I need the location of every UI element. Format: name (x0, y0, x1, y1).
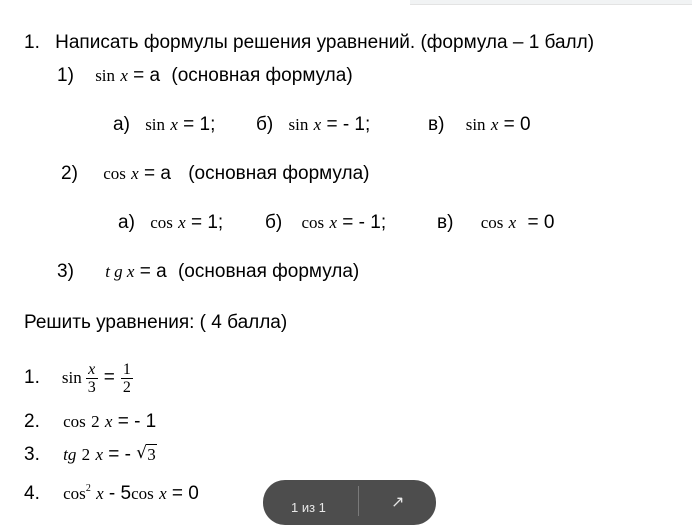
sin-subitem-b (256, 114, 370, 136)
subitem-label: б) (256, 114, 274, 135)
function-name: cos (63, 484, 86, 503)
sin-basic-formula (57, 65, 353, 87)
subitem-label: а) (118, 212, 135, 233)
function-name: cos (103, 164, 126, 183)
equation-rhs: = 1; (190, 212, 224, 233)
page-counter: 1 из 1 (291, 500, 326, 515)
function-name: sin (95, 66, 116, 85)
equation-middle: - 5 (108, 483, 132, 504)
argument-fraction (86, 361, 98, 396)
variable-2: x (159, 484, 167, 503)
function-name: cos (480, 213, 504, 232)
equation-rhs: = 0 (503, 114, 531, 135)
function-name: sin (465, 115, 486, 134)
equation-rhs: = a (133, 65, 161, 86)
function-name: cos (301, 213, 325, 232)
equation-2 (24, 411, 156, 433)
variable: x (313, 115, 322, 134)
function-name: cos (63, 412, 86, 431)
equation-number: 4. (24, 483, 40, 504)
variable: x (104, 412, 113, 431)
function-name: t g x (105, 262, 135, 281)
task1-number: 1. (24, 32, 40, 53)
equation-rhs: = - 1; (342, 212, 387, 233)
function-name: sin (145, 115, 166, 134)
function-name: cos (150, 213, 173, 232)
variable: x (508, 213, 517, 232)
cos-subitem-c (437, 212, 554, 234)
power-exponent: 2 (85, 483, 91, 494)
variable: x (178, 213, 186, 232)
variable: x (131, 164, 139, 183)
equation-rhs: = - 1 (117, 411, 157, 432)
equation-rhs: = - (108, 444, 131, 465)
formula-note: (основная формула) (177, 261, 360, 282)
variable: x (120, 66, 128, 85)
equation-number: 2. (24, 411, 40, 432)
task1-title: Написать формулы решения уравнений. (формула – 1 балл) (55, 32, 595, 53)
tg-basic-formula (57, 261, 359, 283)
cos-subitem-a (118, 212, 223, 234)
argument-coefficient: 2 (91, 412, 100, 431)
sin-subitem-c (428, 114, 531, 136)
radical-sign-icon: √ (136, 443, 148, 463)
item-number: 1) (57, 65, 74, 86)
fraction-denominator: 3 (87, 378, 96, 396)
subitem-label: а) (113, 114, 130, 135)
variable: x (490, 115, 499, 134)
variable: x (95, 445, 103, 464)
square-root (136, 444, 157, 466)
open-external-icon[interactable]: ↗ (391, 494, 405, 511)
rhs-fraction (121, 361, 133, 396)
subitem-label: б) (265, 212, 283, 233)
equals-sign: = (103, 367, 115, 388)
pager-divider (358, 486, 359, 516)
cos-subitem-b (265, 212, 386, 234)
subitem-label: в) (437, 212, 454, 233)
equation-rhs: = 1; (183, 114, 216, 135)
viewer-top-bar (410, 0, 692, 5)
variable: x (170, 115, 178, 134)
function-name: sin (288, 115, 309, 134)
cos-basic-formula (61, 163, 369, 185)
equation-rhs: = 0 (527, 212, 555, 233)
equation-rhs: = - 1; (326, 114, 371, 135)
fraction-denominator: 2 (122, 378, 131, 396)
task2-heading: Решить уравнения: ( 4 балла) (24, 312, 288, 333)
function-name: sin (61, 368, 82, 387)
sin-subitem-a (113, 114, 215, 136)
formula-note: (основная формула) (171, 65, 353, 86)
equation-rhs: = a (139, 261, 167, 282)
equation-rhs: = a (143, 163, 171, 184)
formula-note: (основная формула) (188, 163, 370, 184)
fraction-numerator: 1 (122, 360, 131, 378)
variable: x (329, 213, 337, 232)
function-name: tg (63, 445, 77, 464)
equation-1 (24, 356, 133, 400)
item-number: 2) (61, 163, 78, 184)
variable: x (96, 484, 104, 503)
item-number: 3) (57, 261, 74, 282)
equation-3 (24, 444, 157, 466)
fraction-numerator: x (86, 361, 98, 379)
equation-4 (24, 478, 199, 505)
subitem-label: в) (428, 114, 445, 135)
radicand: 3 (147, 445, 156, 464)
function-name-2: cos (131, 484, 154, 503)
equation-rhs: = 0 (171, 483, 199, 504)
task1-heading (24, 32, 594, 54)
equation-number: 1. (24, 367, 40, 388)
page-navigation-bar[interactable] (263, 480, 436, 525)
equation-number: 3. (24, 444, 40, 465)
argument-coefficient: 2 (81, 445, 91, 464)
